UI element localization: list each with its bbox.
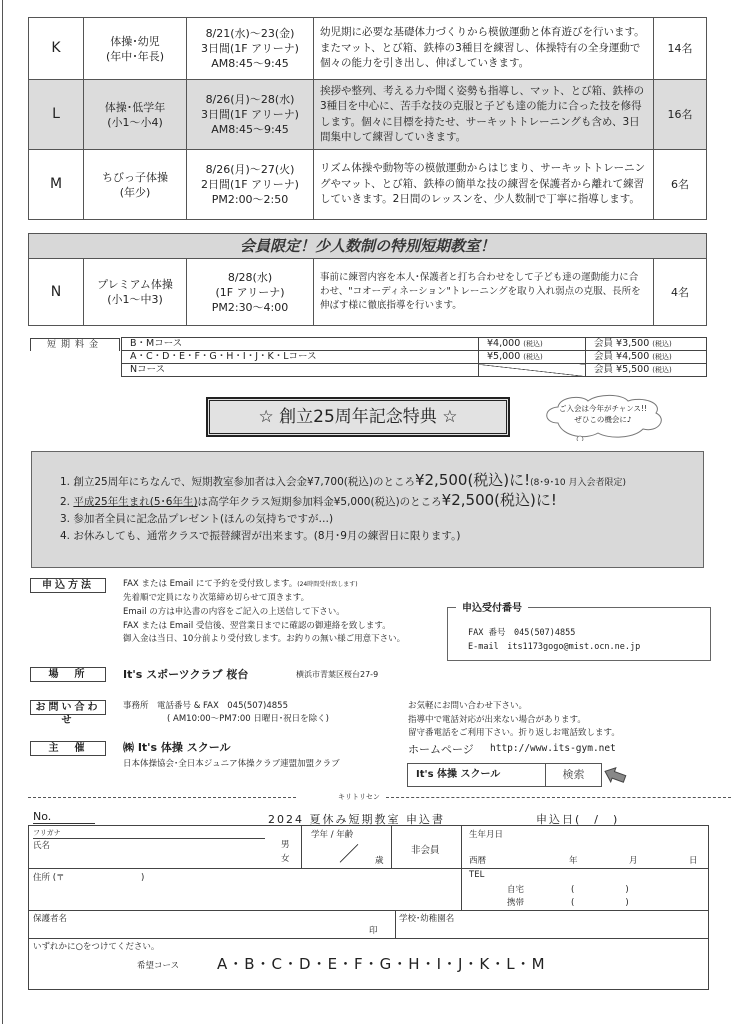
search-button[interactable]: 検索 — [562, 768, 585, 781]
course-row-m — [29, 150, 707, 220]
course-capacity: 16名 — [654, 80, 707, 150]
gender-female[interactable]: 女 — [281, 854, 290, 864]
homepage-link[interactable]: http://www.its-gym.net — [490, 743, 616, 754]
venue-address: 横浜市青葉区桜台27-9 — [296, 670, 379, 679]
course-schedule: 8/28(水) (1F アリーナ) PM2:30～4:00 — [187, 259, 314, 326]
cloud-text: ご入会は今年がチャンス!! ぜひこの機会に♪ — [558, 404, 648, 424]
circle-instruction: いずれかに○をつけてください。 — [33, 942, 160, 952]
fee-member-price: 会員 ¥4,500 (税込) — [586, 351, 707, 364]
school-name-field[interactable]: 学校･幼稚園名 — [399, 914, 455, 924]
address-field[interactable]: 住所 (〒 ) — [33, 873, 145, 883]
course-description: 事前に練習内容を本人･保護者と打ち合わせをして子ども達の運動能力に合わせ、"コオーディネーション"トレーニングを取り入れ弱点の克服、長所を伸ばす様に徹底指導を行います。 — [314, 259, 654, 326]
tel-label: TEL — [469, 870, 485, 880]
form-divider — [29, 868, 708, 869]
fee-member-price: 会員 ¥5,500 (税込) — [586, 364, 707, 377]
fee-member-price: 会員 ¥3,500 (税込) — [586, 338, 707, 351]
fee-row — [122, 364, 707, 377]
search-query[interactable]: It's 体操 スクール — [408, 764, 546, 786]
form-divider — [391, 826, 392, 868]
benefit-item: 3. 参加者全員に記念品プレゼント(ほんの気持ちですが…) — [60, 513, 334, 525]
anniversary-title: ☆ 創立25周年記念特典 ☆ — [207, 398, 509, 436]
organizer-label: 主 催 — [30, 741, 106, 756]
course-name: ちびっ子体操 (年少) — [84, 150, 187, 220]
fee-price: ¥4,000 (税込) — [479, 338, 586, 351]
cut-line-right — [386, 797, 731, 798]
inquiry-text: 事務所 電話番号 & FAX 045(507)4855 ( AM10:00～PM7:00 日曜日･祝日を除く) — [123, 701, 329, 724]
course-name: 体操･幼児 (年中･年長) — [84, 18, 187, 80]
furigana-field[interactable]: フリガナ — [33, 828, 265, 839]
course-description: 幼児期に必要な基礎体力づくりから模倣運動と体育遊びを行います。またマット、とび箱、鉄棒の3種目を練習し、体操特有の全身運動で個々の能力を引き出し、伸ばしていきます。 — [314, 18, 654, 80]
year-label: 年 — [569, 856, 578, 866]
organizer-name: ㈱ It's 体操 スクール — [123, 741, 231, 754]
form-divider — [301, 826, 302, 868]
birthdate-label: 生年月日 — [469, 830, 504, 840]
receipt-fax: FAX 番号 045(507)4855 — [468, 628, 576, 638]
form-divider — [29, 938, 708, 939]
month-label: 月 — [629, 856, 638, 866]
application-form — [28, 825, 709, 990]
fee-course: B・Mコース — [122, 338, 479, 351]
form-number: No. — [33, 810, 95, 824]
search-box[interactable] — [407, 763, 602, 787]
page-edge — [2, 0, 3, 1024]
course-code: L — [29, 80, 84, 150]
course-schedule: 8/26(月)～28(水) 3日間(1F アリーナ) AM8:45～9:45 — [187, 80, 314, 150]
fee-row — [122, 351, 707, 364]
benefit-item: 4. お休みしても、通常クラスで振替練習が出来ます。(8月･9月の練習日に限ります。) — [60, 530, 461, 542]
age-suffix: 歳 — [375, 856, 384, 866]
organizer-affiliation: 日本体操協会･全日本ジュニア体操クラブ連盟加盟クラブ — [123, 759, 340, 769]
venue-name: It's スポーツクラブ 桜台 — [123, 668, 249, 681]
fee-table — [121, 337, 707, 377]
benefit-item: 1. 創立25周年にちなんで、短期教室参加者は入会金¥7,700(税込)のところ¥2,500(税込)に!(8･9･10 月入会者限定) — [60, 471, 626, 489]
application-method-text: FAX または Email にて予約を受付致します。(24時間受付致します) 先着順で定員になり次第締め切らせて頂きます。 Email の方は申込書の内容をご記入の上送信して下さい。 FAX または Email 受信後、翌営業日までに確認の御連絡を致します。 御入金は当日、10分前より受付致します。お釣りの無い様ご用意下さい。 — [123, 579, 406, 644]
course-code: K — [29, 18, 84, 80]
grade-age-slash: ／ — [339, 842, 359, 866]
course-capacity: 4名 — [654, 259, 707, 326]
course-schedule: 8/21(水)～23(金) 3日間(1F アリーナ) AM8:45～9:45 — [187, 18, 314, 80]
receipt-number-title: 申込受付番号 — [456, 599, 528, 614]
cut-line-left — [28, 797, 296, 798]
course-schedule: 8/26(月)～27(火) 2日間(1F アリーナ) PM2:00～2:50 — [187, 150, 314, 220]
application-method-label: 申込方法 — [30, 578, 106, 593]
course-name: 体操･低学年 (小1～小4) — [84, 80, 187, 150]
receipt-email: E-mail its1173gogo@mist.ocn.ne.jp — [468, 642, 641, 652]
course-name: プレミアム体操 (小1～中3) — [84, 259, 187, 326]
form-divider — [29, 910, 708, 911]
premium-table — [28, 233, 707, 326]
venue-label: 場 所 — [30, 667, 106, 682]
course-code: M — [29, 150, 84, 220]
gender-male[interactable]: 男 — [281, 840, 290, 850]
guardian-name-field[interactable]: 保護者名 — [33, 914, 68, 924]
tel-home-label: 自宅 — [507, 885, 525, 895]
premium-banner: 会員限定！少人数制の特別短期教室！ — [29, 234, 707, 259]
course-description: リズム体操や動物等の模倣運動からはじまり、サーキットトレーニングやマット、とび箱、鉄棒の簡単な技の練習を保護者から離れて練習していきます。2日間のレッスンを、少人数制で丁寧に指導します。 — [314, 150, 654, 220]
form-title: 2024 夏休み短期教室 申込書 — [268, 813, 445, 826]
fee-price-na — [479, 364, 586, 377]
form-date[interactable]: 申込日( / ) — [536, 813, 620, 826]
tel-home-field[interactable]: ( ) — [571, 885, 629, 895]
course-row-k — [29, 18, 707, 80]
seal-label: 印 — [369, 926, 378, 936]
form-divider — [395, 910, 396, 938]
course-capacity: 6名 — [654, 150, 707, 220]
benefits-box — [31, 451, 704, 568]
inquiry-label: お問い合わせ — [30, 700, 106, 715]
tel-mobile-label: 携帯 — [507, 898, 525, 908]
course-row-l — [29, 80, 707, 150]
course-table — [28, 17, 707, 220]
homepage-label: ホームページ — [408, 743, 474, 756]
inquiry-notes: お気軽にお問い合わせ下さい。 指導中で電話対応が出来ない場合があります。 留守番電話をご利用下さい。折り返しお電話致します。 — [408, 701, 620, 738]
fee-price: ¥5,000 (税込) — [479, 351, 586, 364]
course-description: 挨拶や整列、考える力や聞く姿勢も指導し、マット、とび箱、鉄棒の3種目を中心に、苦手な技の克服と子ども達の能力に合った技を修得します。個々に目標を持たせ、サーキットトレーニングも含め、3日間集中して練習していきます。 — [314, 80, 654, 150]
fee-course: A・C・D・E・F・G・H・I・J・K・Lコース — [122, 351, 479, 364]
course-row-n — [29, 259, 707, 326]
grade-age-label: 学年 / 年齢 — [311, 830, 354, 840]
course-code: N — [29, 259, 84, 326]
form-divider — [461, 826, 462, 910]
course-choices[interactable]: A・B・C・D・E・F・G・H・I・J・K・L・M — [217, 955, 546, 973]
cut-line-label: キリトリセン — [338, 793, 380, 801]
non-member-option[interactable]: 非会員 — [411, 845, 440, 856]
name-field[interactable]: 氏名 — [33, 841, 51, 851]
benefit-item: 2. 平成25年生まれ(5･6年生)は高学年クラス短期参加料金¥5,000(税込)のところ¥2,500(税込)に! — [60, 491, 557, 509]
era-label: 西暦 — [469, 856, 487, 866]
day-label: 日 — [689, 856, 698, 866]
wish-course-label: 希望コース — [137, 961, 180, 971]
arrow-left-icon — [603, 767, 627, 785]
tel-mobile-field[interactable]: ( ) — [571, 898, 629, 908]
fee-label: 短期料金 — [30, 338, 120, 351]
fee-row — [122, 338, 707, 351]
course-capacity: 14名 — [654, 18, 707, 80]
fee-course: Nコース — [122, 364, 479, 377]
